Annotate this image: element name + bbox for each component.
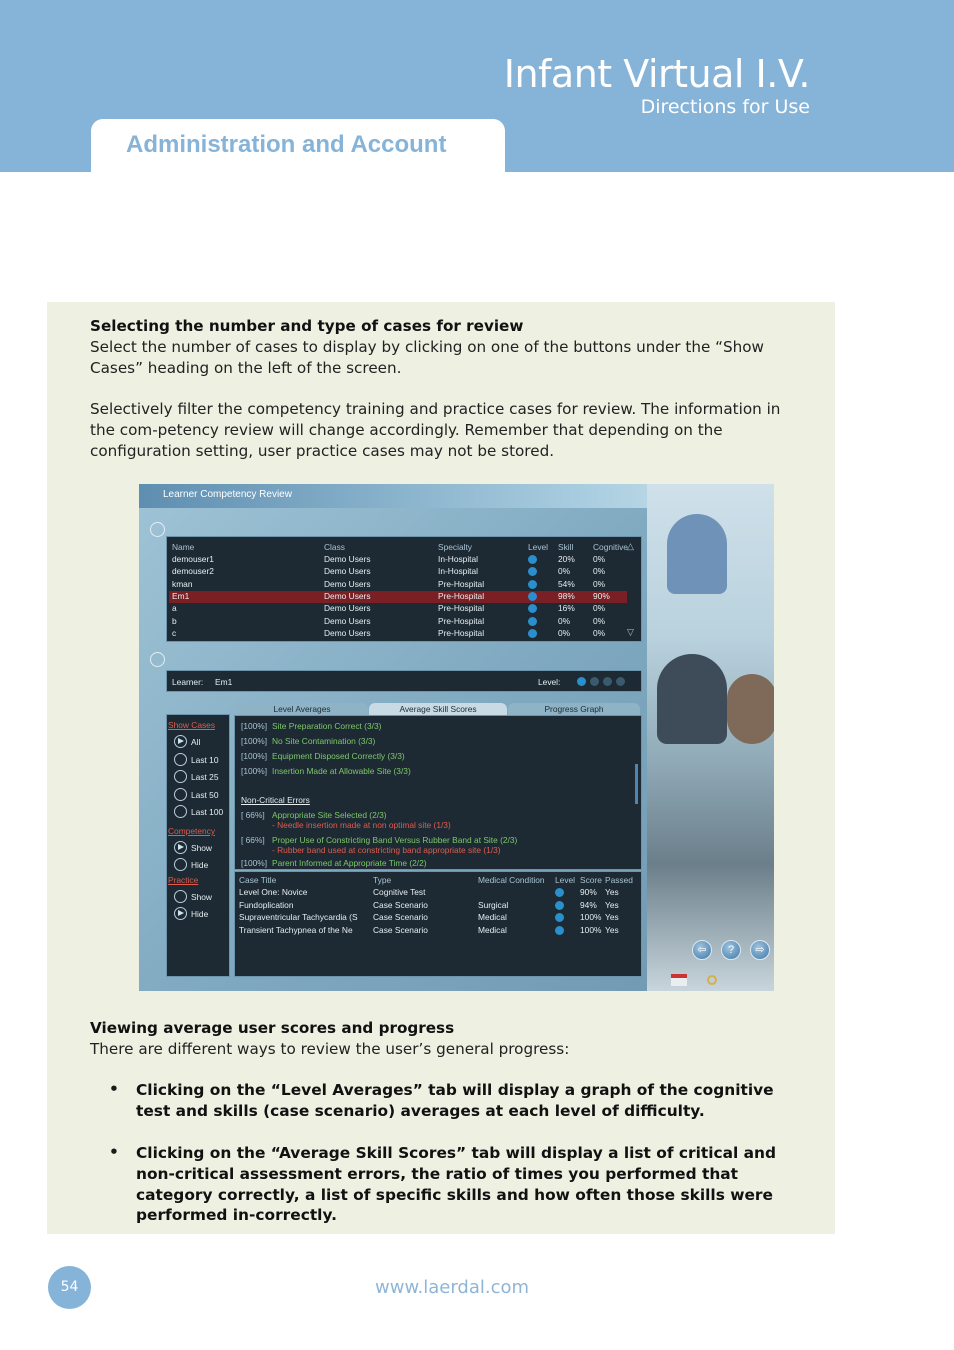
user-cognitive-cell: 0% (593, 615, 606, 626)
document-subtitle: Directions for Use (640, 96, 810, 118)
col-header-passed: Passed (605, 875, 633, 885)
case-condition-cell: Surgical (478, 899, 509, 910)
user-name-cell[interactable]: b (172, 615, 177, 626)
user-specialty-cell: Pre-Hospital (438, 627, 485, 638)
radio-option-label[interactable]: Hide (191, 860, 209, 870)
section-heading-2: Viewing average user scores and progress (90, 1019, 455, 1037)
col-header-level: Level (555, 875, 576, 885)
radio-button-icon[interactable] (174, 753, 187, 766)
score-percent: [100%] (241, 751, 268, 761)
user-cognitive-cell: 90% (593, 590, 610, 601)
radio-button-icon[interactable] (174, 805, 187, 818)
user-specialty-cell: In-Hospital (438, 554, 479, 564)
case-type-cell: Case Scenario (373, 924, 428, 935)
radio-option-label[interactable]: Show (191, 892, 212, 902)
radio-button-icon[interactable] (174, 858, 187, 871)
radio-option-label[interactable]: Show (191, 843, 212, 853)
case-type-cell: Case Scenario (373, 899, 428, 910)
case-condition-cell: Medical (478, 924, 507, 935)
level-info-icon[interactable] (555, 926, 564, 935)
col-header-medical-condition: Medical Condition (478, 875, 545, 885)
score-percent: [ 66%] (241, 810, 265, 820)
tab-average-skill-scores[interactable]: Average Skill Scores (369, 703, 507, 715)
skill-error-detail: - Needle insertion made at non optimal site (1/3) (272, 820, 451, 830)
case-passed-cell: Yes (605, 899, 619, 910)
radio-button-icon[interactable] (174, 788, 187, 801)
level-info-icon[interactable] (528, 629, 537, 638)
radio-option-label[interactable]: All (191, 737, 201, 747)
case-passed-cell: Yes (605, 924, 619, 935)
user-name-cell[interactable]: c (172, 627, 177, 638)
radio-button-icon[interactable] (174, 735, 187, 748)
forward-icon[interactable]: ⇨ (750, 940, 770, 960)
case-title-cell[interactable]: Transient Tachypnea of the Ne (239, 924, 353, 935)
skill-item: Equipment Disposed Correctly (3/3) (272, 751, 405, 761)
tab-level-averages[interactable]: Level Averages (236, 703, 368, 715)
skill-item: No Site Contamination (3/3) (272, 736, 376, 746)
user-class-cell: Demo Users (324, 590, 371, 601)
case-type-cell: Cognitive Test (373, 887, 426, 897)
show-cases-title: Show Cases (168, 720, 216, 730)
level-label: Level: (538, 677, 561, 687)
user-skill-cell: 98% (558, 590, 575, 601)
practice-title: Practice (168, 875, 199, 885)
skill-item: Appropriate Site Selected (2/3) (272, 810, 387, 820)
section-tab (91, 119, 505, 172)
section-marker-icon (150, 652, 165, 667)
skill-item: Site Preparation Correct (3/3) (272, 721, 382, 731)
user-class-cell: Demo Users (324, 566, 371, 577)
radio-option-label[interactable]: Last 10 (191, 754, 219, 765)
level-dot-1[interactable] (577, 677, 586, 686)
noncritical-title: Non-Critical Errors (241, 795, 310, 805)
bullet-marker: • (109, 1080, 119, 1098)
level-info-icon[interactable] (555, 913, 564, 922)
bullet-marker: • (109, 1143, 119, 1161)
user-class-cell: Demo Users (324, 615, 371, 626)
score-percent: [100%] (241, 766, 268, 776)
cases-table (234, 871, 642, 977)
score-percent: [100%] (241, 736, 268, 746)
level-dot-2[interactable] (590, 677, 599, 686)
case-condition-cell: Medical (478, 912, 507, 922)
case-passed-cell: Yes (605, 912, 619, 922)
learner-bar (166, 670, 642, 692)
user-skill-cell: 16% (558, 603, 575, 614)
case-score-cell: 100% (580, 924, 602, 935)
level-info-icon[interactable] (555, 888, 564, 897)
level-info-icon[interactable] (528, 567, 537, 576)
radio-option-label[interactable]: Last 50 (191, 789, 219, 800)
document-title: Infant Virtual I.V. (503, 52, 810, 96)
user-cognitive-cell: 0% (593, 603, 606, 614)
level-info-icon[interactable] (555, 901, 564, 910)
user-skill-cell: 0% (558, 627, 571, 638)
radio-option-label[interactable]: Last 100 (191, 807, 224, 817)
parent-figure (727, 674, 774, 744)
col-header-skill: Skill (558, 542, 574, 552)
paramedic-figure (657, 654, 727, 744)
user-skill-cell: 54% (558, 578, 575, 589)
case-title-cell[interactable]: Fundoplication (239, 899, 294, 910)
col-header-class: Class (324, 542, 345, 552)
paragraph-1: Select the number of cases to display by clicking on one of the buttons under the “Show Cases” heading on the left of the screen. (90, 338, 764, 377)
col-header-type: Type (373, 875, 392, 885)
skill-item: Proper Use of Constricting Band Versus Rubber Band at Site (2/3) (272, 835, 518, 845)
section-heading-1: Selecting the number and type of cases for review (90, 317, 524, 335)
user-name-cell[interactable]: demouser2 (172, 566, 214, 577)
radio-button-icon[interactable] (174, 841, 187, 854)
user-specialty-cell: Pre-Hospital (438, 603, 485, 614)
bullet-item-level-averages: Clicking on the “Level Averages” tab will display a graph of the cognitive test and skills (case scenario) averages at each level of difficulty. (136, 1081, 774, 1120)
user-cognitive-cell: 0% (593, 627, 606, 638)
radio-button-icon[interactable] (174, 907, 187, 920)
user-specialty-cell: In-Hospital (438, 566, 479, 577)
case-score-cell: 94% (580, 899, 597, 910)
competency-title: Competency (168, 826, 216, 836)
back-icon[interactable]: ⇦ (692, 940, 712, 960)
learner-value: Em1 (215, 677, 233, 687)
user-specialty-cell: Pre-Hospital (438, 590, 485, 601)
help-icon[interactable]: ? (721, 940, 741, 960)
level-info-icon[interactable] (528, 555, 537, 564)
case-title-cell[interactable]: Supraventricular Tachycardia (S (239, 912, 358, 922)
paragraph-3: There are different ways to review the user’s general progress: (90, 1040, 570, 1058)
radio-button-icon[interactable] (174, 770, 187, 783)
tab-progress-graph[interactable]: Progress Graph (508, 703, 640, 715)
bullet-item-skill-scores: Clicking on the “Average Skill Scores” tab will display a list of critical and non-critical assessment errors, the ratio of times you performed that category correctly, a list of specific skills and how often those skills were performed in-correctly. (136, 1144, 777, 1225)
user-cognitive-cell: 0% (593, 566, 606, 577)
level-info-icon[interactable] (528, 580, 537, 589)
user-specialty-cell: Pre-Hospital (438, 615, 485, 626)
level-dot-4[interactable] (616, 677, 625, 686)
user-skill-cell: 20% (558, 554, 575, 564)
content-panel (47, 302, 835, 1234)
score-percent: [100%] (241, 858, 268, 868)
user-class-cell: Demo Users (324, 603, 371, 614)
page-number: 54 (48, 1266, 91, 1309)
window-title: Learner Competency Review (163, 489, 292, 500)
nurse-figure (667, 514, 727, 594)
col-header-name: Name (172, 542, 195, 552)
case-passed-cell: Yes (605, 887, 619, 897)
scroll-down-icon[interactable]: ▽ (627, 627, 634, 637)
user-name-cell[interactable]: Em1 (172, 590, 190, 601)
radio-option-label[interactable]: Hide (191, 909, 209, 919)
skill-item: Insertion Made at Allowable Site (3/3) (272, 766, 411, 776)
skill-error-detail: - Rubber band used at constricting band appropriate site (1/3) (272, 845, 501, 855)
col-header-score: Score (580, 875, 602, 885)
footer-url[interactable]: www.laerdal.com (375, 1277, 530, 1298)
case-title-cell[interactable]: Level One: Novice (239, 887, 308, 897)
clinical-photo (647, 484, 774, 991)
section-marker-icon (150, 522, 165, 537)
col-header-level: Level (528, 542, 549, 552)
user-name-cell[interactable]: a (172, 603, 177, 614)
user-skill-cell: 0% (558, 566, 571, 577)
skill-item: Parent Informed at Appropriate Time (2/2) (272, 858, 427, 868)
user-class-cell: Demo Users (324, 578, 371, 589)
level-info-icon[interactable] (528, 592, 537, 601)
home-icon[interactable] (671, 974, 687, 986)
user-skill-cell: 0% (558, 615, 571, 626)
col-header-cognitive: Cognitive (593, 542, 628, 552)
key-icon[interactable] (707, 975, 717, 985)
col-header-specialty: Specialty (438, 542, 472, 552)
paragraph-2: Selectively filter the competency training and practice cases for review. The information in the com-petency review will change accordingly. Remember that depending on the configuration setting, user practice cases may not be stored. (90, 400, 781, 460)
score-percent: [ 66%] (241, 835, 265, 845)
learner-label: Learner: (172, 677, 204, 687)
level-info-icon[interactable] (528, 617, 537, 626)
col-header-case-title: Case Title (239, 875, 277, 885)
page-header (0, 0, 954, 172)
level-info-icon[interactable] (528, 604, 537, 613)
case-score-cell: 100% (580, 912, 602, 922)
user-cognitive-cell: 0% (593, 578, 606, 589)
scroll-up-icon[interactable]: △ (627, 541, 634, 551)
competency-review-screenshot (139, 484, 774, 991)
scrollbar-thumb[interactable] (635, 764, 638, 804)
user-class-cell: Demo Users (324, 627, 371, 638)
users-table (166, 536, 642, 642)
radio-button-icon[interactable] (174, 890, 187, 903)
user-class-cell: Demo Users (324, 554, 371, 564)
section-tab-label: Administration and Account (126, 131, 447, 158)
radio-option-label[interactable]: Last 25 (191, 772, 219, 782)
filter-sidebar (166, 714, 230, 977)
case-score-cell: 90% (580, 887, 597, 897)
user-cognitive-cell: 0% (593, 554, 606, 564)
skill-scores-list (234, 715, 642, 870)
user-name-cell[interactable]: demouser1 (172, 554, 214, 564)
user-name-cell[interactable]: kman (172, 578, 193, 589)
score-percent: [100%] (241, 721, 268, 731)
user-specialty-cell: Pre-Hospital (438, 578, 485, 589)
case-type-cell: Case Scenario (373, 912, 428, 922)
level-dot-3[interactable] (603, 677, 612, 686)
